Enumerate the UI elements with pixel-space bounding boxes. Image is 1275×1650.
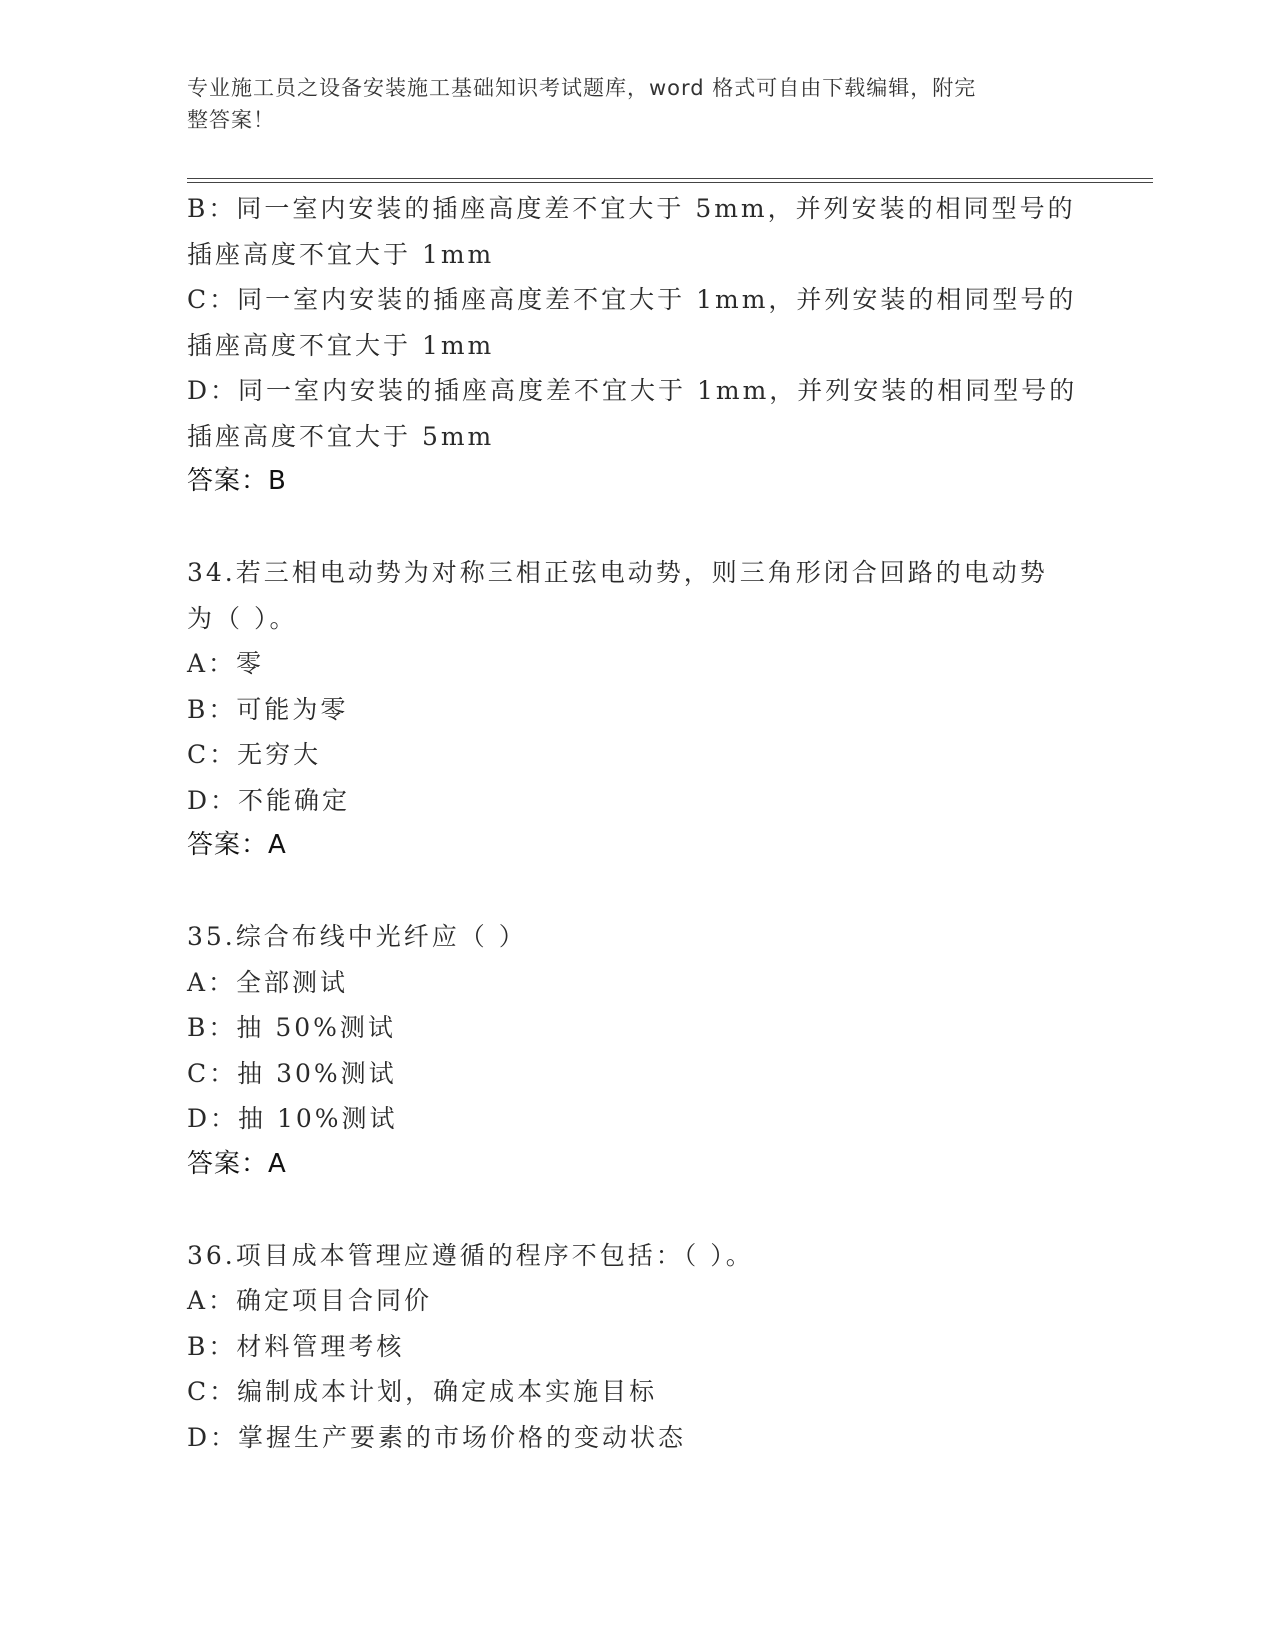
- option-b: B：材料管理考核: [187, 1331, 405, 1361]
- option-b: B：可能为零: [187, 694, 349, 724]
- document-header: [187, 72, 1067, 136]
- answer-33: 答案：B: [187, 466, 287, 496]
- header-line-1: 专业施工员之设备安装施工基础知识考试题库，word 格式可自由下载编辑，附完: [187, 76, 977, 100]
- option-c-line-2: 插座高度不宜大于 1mm: [187, 330, 495, 360]
- option-d: D：抽 10%测试: [187, 1104, 398, 1133]
- option-d-line-1: D：同一室内安装的插座高度差不宜大于 1mm，并列安装的相同型号的: [187, 376, 1078, 405]
- question-list: [187, 186, 1087, 1460]
- option-c-line-1: C：同一室内安装的插座高度差不宜大于 1mm，并列安装的相同型号的: [187, 285, 1077, 314]
- spacer: [187, 869, 1087, 915]
- spacer: [187, 505, 1087, 551]
- option-d-line-2: 插座高度不宜大于 5mm: [187, 421, 495, 451]
- answer-34: 答案：A: [187, 830, 287, 860]
- option-b: B：抽 50%测试: [187, 1013, 396, 1042]
- question-36-stem: 36.项目成本管理应遵循的程序不包括：（ ）。: [187, 1240, 754, 1270]
- header-line-2: 整答案！: [187, 108, 275, 132]
- option-b-line-2: 插座高度不宜大于 1mm: [187, 239, 495, 269]
- option-c: C：编制成本计划，确定成本实施目标: [187, 1377, 658, 1406]
- question-33-tail: [187, 186, 1087, 505]
- option-c: C：抽 30%测试: [187, 1058, 397, 1088]
- question-35: [187, 914, 1087, 1187]
- option-d: D：掌握生产要素的市场价格的变动状态: [187, 1422, 687, 1452]
- option-b-line-1: B：同一室内安装的插座高度差不宜大于 5mm，并列安装的相同型号的: [187, 194, 1076, 223]
- option-a: A：确定项目合同价: [187, 1286, 433, 1315]
- option-a: A：全部测试: [187, 967, 349, 997]
- question-36: [187, 1233, 1087, 1461]
- question-35-stem: 35.综合布线中光纤应（ ）: [187, 922, 527, 951]
- spacer: [187, 1187, 1087, 1233]
- option-c: C：无穷大: [187, 740, 322, 769]
- answer-35: 答案：A: [187, 1148, 287, 1179]
- question-34: [187, 550, 1087, 869]
- question-34-stem-line-2: 为（ ）。: [187, 603, 298, 633]
- header-divider: [187, 178, 1153, 183]
- option-d: D：不能确定: [187, 785, 351, 815]
- question-34-stem-line-1: 34.若三相电动势为对称三相正弦电动势，则三角形闭合回路的电动势: [187, 558, 1048, 587]
- option-a: A：零: [187, 649, 265, 678]
